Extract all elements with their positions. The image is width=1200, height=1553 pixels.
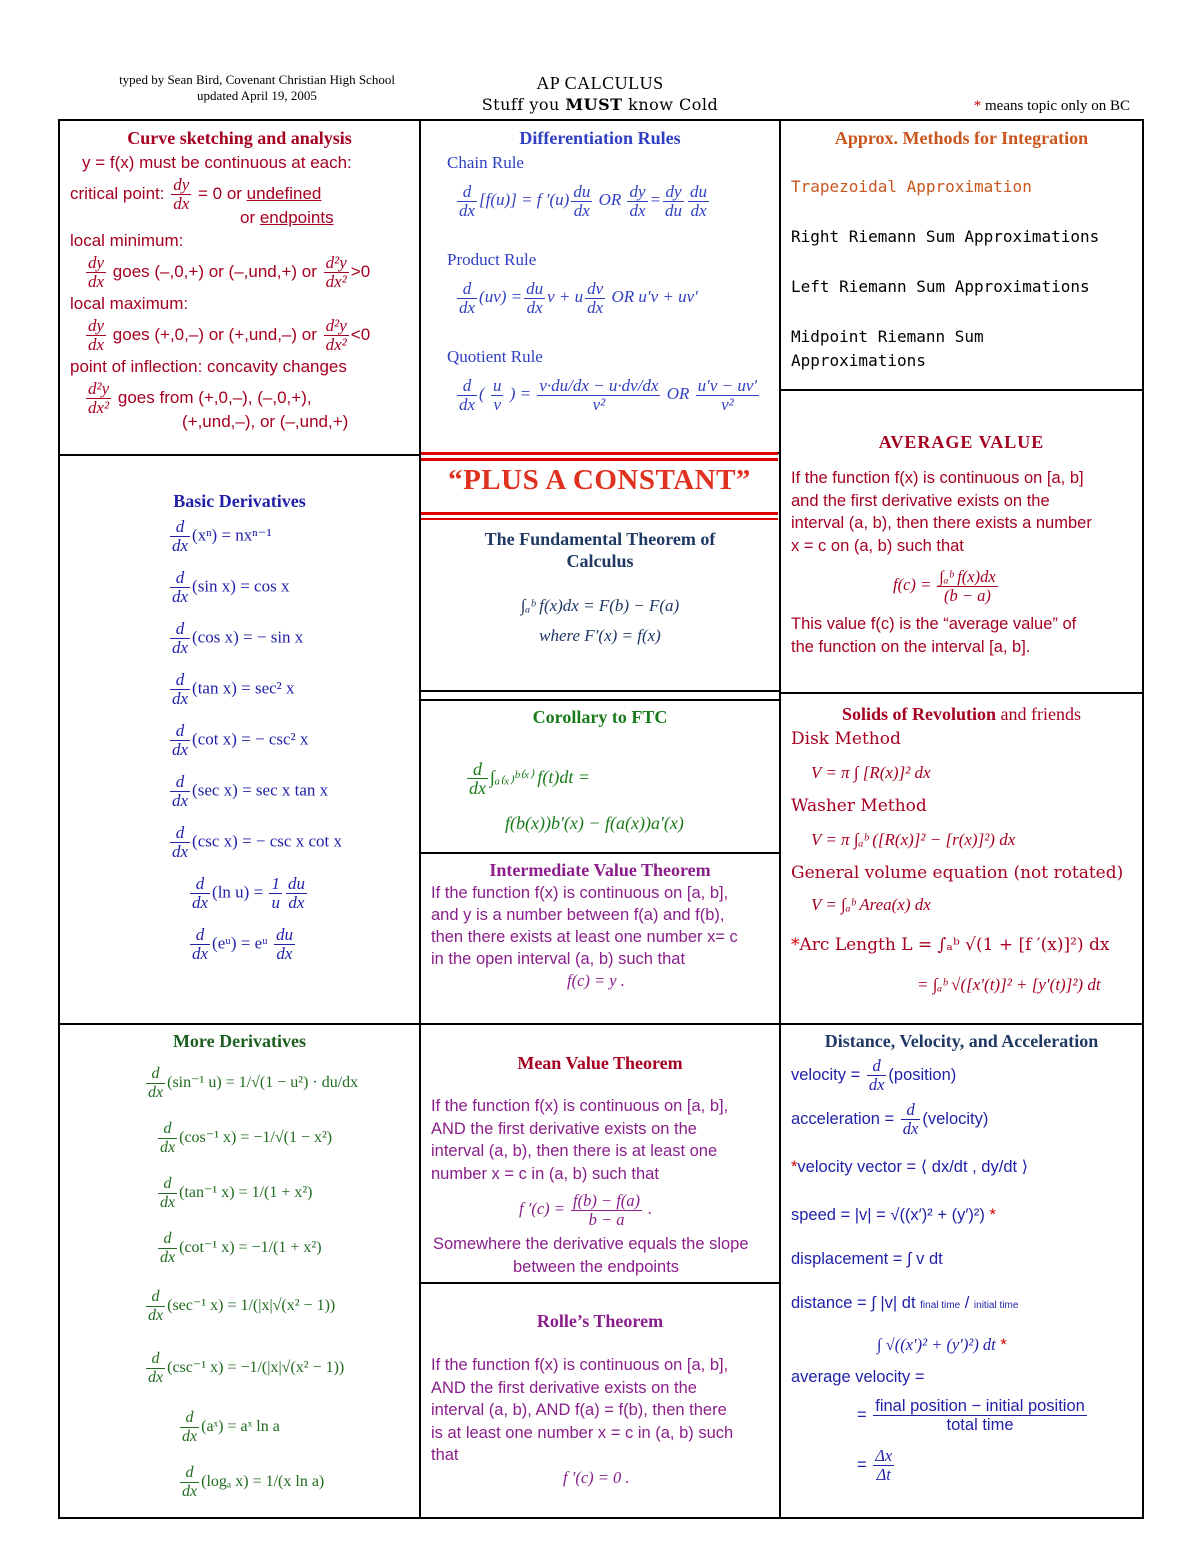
avg-l5: This value f(c) is the “average value” of: [791, 615, 1077, 633]
approx-trap: Trapezoidal Approximation: [791, 177, 1032, 196]
local-min-rule: $\frac{dy}{dx}$ goes (–,0,+) or (–,und,+) or $\frac{\text{d²y}}{\text{dx²}}$ >0: [88, 253, 371, 292]
general-eq: V = ∫ₐᵇ Area(x) dx: [811, 895, 931, 914]
mvt-box: [419, 1023, 781, 1284]
bc-note: * means topic only on BC: [973, 98, 1130, 114]
deriv-sin: $\frac{d}{dx}$ (sin x) = cos x: [172, 568, 290, 606]
acceleration-def: acceleration = $\frac{d}{dx}$ (velocity): [791, 1100, 989, 1139]
approx-box: [779, 119, 1144, 391]
author-note: [92, 72, 422, 104]
approx-left: Left Riemann Sum Approximations: [791, 277, 1090, 296]
avg-velocity-label: average velocity =: [791, 1368, 925, 1386]
typed-by: typed by Sean Bird, Covenant Christian High School: [119, 72, 395, 87]
approx-right: Right Riemann Sum Approximations: [791, 227, 1100, 246]
rolle-l4: is at least one number x = c in (a, b) such: [431, 1423, 734, 1442]
solids-title: Solids of Revolution and friends: [841, 704, 1081, 724]
avg-l1: If the function f(x) is continuous on [a, b]: [791, 469, 1084, 487]
deriv-tan: $\frac{d}{dx}$ (tan x) = sec² x: [172, 670, 295, 708]
displacement-def: displacement = ∫ v dt: [791, 1250, 943, 1268]
mvt-l5: Somewhere the derivative equals the slope: [433, 1235, 749, 1253]
corollary-title: Corollary to FTC: [532, 707, 668, 727]
washer-eq: V = π ∫ₐᵇ ([R(x)]² − [r(x)]²) dx: [811, 830, 1016, 849]
deriv-exp-a: $\frac{d}{dx}$ (aˣ) = aˣ ln a: [182, 1408, 280, 1445]
ftc-box: [419, 520, 781, 692]
disk-eq: V = π ∫ [R(x)]² dx: [811, 763, 931, 782]
velocity-vector: *velocity vector = ⟨ dx/dt , dy/dt ⟩: [791, 1158, 1029, 1176]
ivt-title: Intermediate Value Theorem: [489, 860, 711, 880]
avg-l3: interval (a, b), then there exists a number: [791, 514, 1092, 532]
local-max-rule: $\frac{dy}{dx}$ goes (+,0,–) or (+,und,–) or $\frac{\text{d²y}}{\text{dx²}}$ <0: [88, 316, 371, 355]
mvt-l2: AND the first derivative exists on the: [431, 1119, 697, 1138]
diff-title: Differentiation Rules: [519, 128, 681, 148]
deriv-arccos: $\frac{d}{dx}$ (cos⁻¹ x) = −1/√(1 − x²): [160, 1119, 333, 1156]
deriv-arcsec: $\frac{d}{dx}$ (sec⁻¹ x) = 1/(|x|√(x² − 1)): [148, 1287, 336, 1324]
distance-def: distance = ∫ |v| dt final time / initial time: [791, 1294, 1019, 1312]
subtitle: Stuff you MUST know Cold: [481, 95, 719, 114]
more-derivatives-box: [58, 1023, 421, 1519]
approx-title: Approx. Methods for Integration: [834, 128, 1089, 148]
deriv-sec: $\frac{d}{dx}$ (sec x) = sec x tan x: [172, 772, 329, 810]
arc-length-param: = ∫ₐᵇ √([x′(t)]² + [y′(t)]²) dt: [917, 975, 1101, 994]
avg-velocity-delta: = $\frac{\Delta x}{\Delta t}$: [857, 1446, 893, 1485]
solids-box: [779, 692, 1144, 1025]
deriv-cos: $\frac{d}{dx}$ (cos x) = − sin x: [172, 619, 304, 657]
updated-date: updated April 19, 2005: [197, 88, 317, 103]
avg-l6: the function on the interval [a, b].: [791, 637, 1031, 656]
avg-l2: and the first derivative exists on the: [791, 491, 1050, 510]
ivt-l4: in the open interval (a, b) such that: [431, 950, 686, 968]
average-value-box: [779, 389, 1144, 694]
approx-mid2: Approximations: [791, 351, 926, 370]
mvt-l1: If the function f(x) is continuous on [a, b],: [431, 1097, 729, 1115]
deriv-log-a: $\frac{d}{dx}$ (logₐ x) = 1/(x ln a): [182, 1463, 325, 1500]
chain-rule-label: Chain Rule: [447, 153, 524, 172]
approx-mid1: Midpoint Riemann Sum: [791, 327, 984, 346]
ivt-l1: If the function f(x) is continuous on [a, b],: [431, 884, 729, 902]
deriv-arcsin: $\frac{d}{dx}$ (sin⁻¹ u) = 1/√(1 − u²) · du/dx: [148, 1064, 359, 1101]
continuity-line: y = f(x) must be continuous at each:: [82, 153, 352, 172]
avg-title: AVERAGE VALUE: [878, 432, 1045, 452]
disk-label: Disk Method: [791, 729, 901, 749]
deriv-ln: $\frac{d}{dx}$ (ln u) = $\frac{1}{u}$ $\frac{du}{dx}$: [192, 874, 305, 912]
rolle-box: [419, 1282, 781, 1519]
mvt-l3: interval (a, b), then there is at least one: [431, 1142, 718, 1160]
deriv-arctan: $\frac{d}{dx}$ (tan⁻¹ x) = 1/(1 + x²): [160, 1174, 313, 1211]
avg-l4: x = c on (a, b) such that: [791, 536, 964, 555]
ftc-where: where F′(x) = f(x): [539, 626, 661, 645]
curve-sketching-box: [58, 119, 421, 456]
deriv-power: $\frac{d}{dx}$ (xⁿ) = nxⁿ⁻¹: [172, 517, 272, 555]
ivt-l2: and y is a number between f(a) and f(b),: [431, 906, 725, 924]
local-min-label: local minimum:: [70, 231, 184, 250]
corollary-eq2: f(b(x))b′(x) − f(a(x))a′(x): [505, 813, 684, 833]
deriv-csc: $\frac{d}{dx}$ (csc x) = − csc x cot x: [172, 823, 342, 861]
endpoints-line: or endpoints: [240, 208, 334, 227]
rolle-l1: If the function f(x) is continuous on [a, b],: [431, 1356, 729, 1374]
inflection-rule-cont: (+,und,–), or (–,und,+): [182, 412, 349, 431]
rolle-title: Rolle’s Theorem: [536, 1311, 664, 1331]
deriv-arccsc: $\frac{d}{dx}$ (csc⁻¹ x) = −1/(|x|√(x² − 1)): [148, 1349, 345, 1386]
curve-title: Curve sketching and analysis: [127, 128, 352, 148]
plus-constant-text: “PLUS A CONSTANT”: [448, 464, 751, 496]
mvt-formula: f ′(c) = $\frac{f(b) - f(a)}{b - a}$ .: [519, 1190, 653, 1229]
deriv-arccot: $\frac{d}{dx}$ (cot⁻¹ x) = −1/(1 + x²): [160, 1229, 322, 1266]
washer-label: Washer Method: [791, 796, 927, 816]
dva-title: Distance, Velocity, and Acceleration: [824, 1031, 1099, 1051]
arc-length-eq: *Arc Length L = ∫ₐᵇ √(1 + [f ′(x)]²) dx: [791, 935, 1110, 955]
differentiation-rules-box: [419, 119, 781, 454]
general-label: General volume equation (not rotated): [791, 863, 1124, 883]
speed-def: speed = |v| = √((x′)² + (y′)²) *: [791, 1206, 996, 1224]
rolle-l2: AND the first derivative exists on the: [431, 1378, 697, 1397]
basic-derivatives-box: [58, 454, 421, 1025]
title: AP CALCULUS: [536, 73, 664, 93]
rolle-l5: that: [431, 1446, 459, 1464]
quotient-rule-eq: $\frac{d}{dx}$ ( $\frac{u}{v}$ ) = $\frac{v\cdot du/dx - u\cdot dv/dx}{\text{v²}}$ OR $\frac{u'v - uv'}{\text{v²}}$: [459, 375, 758, 414]
velocity-def: velocity = $\frac{d}{dx}$ (position): [791, 1056, 957, 1095]
mvt-l4: number x = c in (a, b) such that: [431, 1164, 659, 1183]
basic-title: Basic Derivatives: [173, 491, 306, 511]
ivt-l3: then there exists at least one number x= c: [431, 928, 738, 946]
chain-rule-eq: $\frac{d}{dx}$ [f(u)] = f ′(u) $\frac{du}{dx}$ OR $\frac{dy}{dx}$ = $\frac{dy}{du}$ $\frac{du}{dx}$: [459, 181, 708, 220]
more-title: More Derivatives: [172, 1031, 307, 1051]
ivt-box: [419, 852, 781, 1025]
inflection-label: point of inflection: concavity changes: [70, 357, 347, 376]
more-list: [144, 1055, 414, 1509]
deriv-exp: $\frac{d}{dx}$ (eᵘ) = eᵘ $\frac{du}{dx}$: [192, 925, 293, 963]
corollary-box: [419, 699, 781, 854]
avg-formula: f(c) = $\frac{\text{∫ₐᵇ f(x)dx}}{(b - a)}$: [893, 566, 996, 605]
mvt-title: Mean Value Theorem: [517, 1053, 683, 1073]
rolle-l6: f ′(c) = 0 .: [563, 1467, 630, 1487]
mvt-l6: between the endpoints: [513, 1257, 680, 1276]
dva-box: [779, 1023, 1144, 1519]
plus-constant-banner: [421, 452, 778, 524]
avg-velocity-formula: = $\frac{\text{final position − initial position}}{\text{total time}}$: [857, 1397, 1085, 1435]
inflection-rule: $\frac{\text{d²y}}{\text{dx²}}$ goes from (+,0,–), (–,0,+),: [88, 379, 312, 418]
ftc-equation: ∫ₐᵇ f(x)dx = F(b) − F(a): [520, 596, 680, 615]
distance-param: ∫ √((x′)² + (y′)²) dt *: [877, 1335, 1007, 1354]
critical-point-line: critical point: $\frac{dy}{dx}$ = 0 or undefined: [70, 175, 322, 214]
local-max-label: local maximum:: [70, 294, 189, 313]
deriv-cot: $\frac{d}{dx}$ (cot x) = − csc² x: [172, 721, 309, 759]
corollary-eq1: $\frac{d}{dx}$ ∫ₐ₍ₓ₎ᵇ⁽ˣ⁾ f(t)dt =: [469, 759, 591, 799]
quotient-rule-label: Quotient Rule: [447, 347, 543, 366]
rolle-l3: interval (a, b), AND f(a) = f(b), then there: [431, 1401, 727, 1419]
ivt-l5: f(c) = y .: [567, 971, 625, 990]
product-rule-eq: $\frac{d}{dx}$ (uv) = $\frac{du}{dx}$ v + u $\frac{dv}{dx}$ OR u′v + uv′: [459, 278, 698, 317]
ftc-title: The Fundamental Theorem of Calculus: [484, 529, 716, 571]
page-title: [420, 72, 780, 116]
basic-list: [168, 518, 408, 977]
product-rule-label: Product Rule: [447, 250, 537, 269]
